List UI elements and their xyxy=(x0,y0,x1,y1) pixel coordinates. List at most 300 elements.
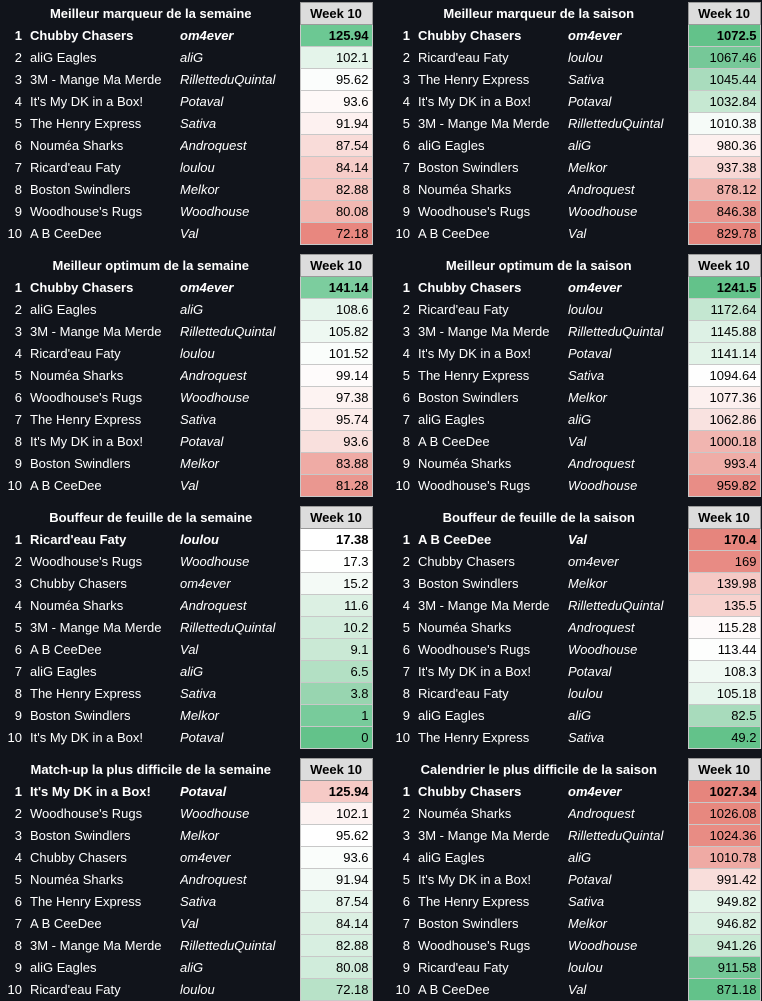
owner-name: Sativa xyxy=(180,116,217,131)
leaderboard-table xyxy=(390,2,761,245)
rank-cell: 2 xyxy=(14,302,22,317)
table-row xyxy=(390,157,760,179)
score-value: 125.94 xyxy=(300,781,372,803)
team-name: aliG Eagles xyxy=(30,302,97,317)
rank-cell: 7 xyxy=(402,664,410,679)
score-value: 937.38 xyxy=(688,157,760,179)
team-name: 3M - Mange Ma Merde xyxy=(30,72,162,87)
score-value: 87.54 xyxy=(300,891,372,913)
rank-cell: 3 xyxy=(14,324,22,339)
score-value: 91.94 xyxy=(300,869,372,891)
owner-name: Woodhouse xyxy=(180,554,250,569)
owner-name: Woodhouse xyxy=(568,204,638,219)
rank-cell: 7 xyxy=(14,664,22,679)
owner-name: Androquest xyxy=(568,456,635,471)
score-value: 1045.44 xyxy=(688,69,760,91)
owner-name: Potaval xyxy=(568,872,612,887)
week-column-header: Week 10 xyxy=(300,255,372,277)
team-name: Nouméa Sharks xyxy=(30,872,124,887)
table-row xyxy=(390,913,760,935)
score-value: 911.58 xyxy=(688,957,760,979)
owner-name: loulou xyxy=(180,982,215,997)
owner-name: aliG xyxy=(568,412,592,427)
team-name: Ricard'eau Faty xyxy=(418,50,509,65)
table-row xyxy=(390,825,760,847)
owner-name: Val xyxy=(568,532,588,547)
rank-cell: 6 xyxy=(14,138,22,153)
team-name: Nouméa Sharks xyxy=(30,138,124,153)
rank-cell: 5 xyxy=(402,620,410,635)
score-value: 101.52 xyxy=(300,343,372,365)
team-name: The Henry Express xyxy=(418,368,530,383)
table-row xyxy=(2,683,372,705)
owner-name: Val xyxy=(180,226,199,241)
rank-cell: 10 xyxy=(395,982,410,997)
owner-name: Androquest xyxy=(180,598,247,613)
rank-cell: 7 xyxy=(402,412,410,427)
team-name: Chubby Chasers xyxy=(418,280,522,295)
table-header-row xyxy=(2,255,372,277)
table-row xyxy=(2,825,372,847)
table-hardest-matchup-week xyxy=(2,758,372,1001)
score-value: 82.88 xyxy=(300,179,372,201)
score-value: 6.5 xyxy=(300,661,372,683)
table-row xyxy=(2,47,372,69)
table-row xyxy=(390,869,760,891)
rank-cell: 9 xyxy=(14,708,22,723)
owner-name: Val xyxy=(180,916,199,931)
table-row xyxy=(2,365,372,387)
leaderboard-table xyxy=(2,2,373,245)
table-header-row xyxy=(2,3,372,25)
leaderboard-table xyxy=(2,758,373,1001)
week-column-header: Week 10 xyxy=(300,759,372,781)
score-value: 1077.36 xyxy=(688,387,760,409)
table-title: Meilleur optimum de la saison xyxy=(445,258,632,273)
table-row xyxy=(2,113,372,135)
team-name: Chubby Chasers xyxy=(30,850,127,865)
team-name: 3M - Mange Ma Merde xyxy=(418,116,550,131)
rank-cell: 9 xyxy=(402,960,410,975)
rank-cell: 9 xyxy=(402,456,410,471)
table-row xyxy=(390,781,760,803)
team-name: It's My DK in a Box! xyxy=(30,784,151,799)
score-value: 97.38 xyxy=(300,387,372,409)
owner-name: Val xyxy=(568,434,587,449)
score-value: 3.8 xyxy=(300,683,372,705)
owner-name: Androquest xyxy=(568,806,635,821)
table-row xyxy=(390,299,760,321)
team-name: Woodhouse's Rugs xyxy=(418,204,531,219)
rank-cell: 6 xyxy=(14,642,22,657)
rank-cell: 6 xyxy=(402,138,410,153)
team-name: Nouméa Sharks xyxy=(30,368,124,383)
team-name: It's My DK in a Box! xyxy=(30,730,144,745)
rank-cell: 6 xyxy=(402,390,410,405)
score-value: 980.36 xyxy=(688,135,760,157)
rank-cell: 8 xyxy=(14,182,22,197)
rank-cell: 1 xyxy=(402,784,410,799)
score-value: 84.14 xyxy=(300,913,372,935)
score-value: 49.2 xyxy=(688,727,760,749)
score-value: 141.14 xyxy=(300,277,372,299)
owner-name: RilletteduQuintal xyxy=(568,116,664,131)
team-name: Boston Swindlers xyxy=(30,456,131,471)
table-header-row xyxy=(390,759,760,781)
team-name: A B CeeDee xyxy=(418,532,492,547)
table-row xyxy=(390,277,760,299)
score-value: 1172.64 xyxy=(688,299,760,321)
leaderboard-table xyxy=(390,758,761,1001)
owner-name: aliG xyxy=(180,664,204,679)
rank-cell: 8 xyxy=(402,182,410,197)
owner-name: Sativa xyxy=(568,72,605,87)
owner-name: Androquest xyxy=(568,182,635,197)
team-name: Chubby Chasers xyxy=(418,554,515,569)
rank-cell: 5 xyxy=(14,116,22,131)
rank-cell: 8 xyxy=(402,434,410,449)
table-row xyxy=(2,573,372,595)
team-name: Woodhouse's Rugs xyxy=(30,204,143,219)
table-row xyxy=(2,91,372,113)
owner-name: Sativa xyxy=(180,686,217,701)
table-title: Calendrier le plus difficile de la saison xyxy=(420,762,657,777)
team-name: Chubby Chasers xyxy=(418,784,522,799)
owner-name: RilletteduQuintal xyxy=(568,828,664,843)
table-header-row xyxy=(2,759,372,781)
rank-cell: 4 xyxy=(402,346,410,361)
team-name: A B CeeDee xyxy=(418,982,490,997)
table-row xyxy=(390,639,760,661)
owner-name: om4ever xyxy=(180,28,234,43)
table-row xyxy=(390,529,760,551)
team-name: aliG Eagles xyxy=(418,412,485,427)
team-name: 3M - Mange Ma Merde xyxy=(418,324,550,339)
table-row xyxy=(2,387,372,409)
table-row xyxy=(390,223,760,245)
score-value: 1000.18 xyxy=(688,431,760,453)
table-row xyxy=(2,529,372,551)
table-row xyxy=(2,727,372,749)
team-name: Chubby Chasers xyxy=(30,280,134,295)
table-title: Meilleur marqueur de la saison xyxy=(443,6,635,21)
table-row xyxy=(2,409,372,431)
score-value: 1067.46 xyxy=(688,47,760,69)
rank-cell: 1 xyxy=(402,280,410,295)
table-header-row xyxy=(2,507,372,529)
team-name: The Henry Express xyxy=(418,72,530,87)
table-row xyxy=(390,661,760,683)
team-name: It's My DK in a Box! xyxy=(30,434,144,449)
team-name: The Henry Express xyxy=(30,894,142,909)
score-value: 1145.88 xyxy=(688,321,760,343)
table-row xyxy=(2,979,372,1001)
owner-name: aliG xyxy=(568,138,592,153)
owner-name: Woodhouse xyxy=(180,390,250,405)
team-name: A B CeeDee xyxy=(30,642,102,657)
score-value: 871.18 xyxy=(688,979,760,1001)
table-row xyxy=(2,343,372,365)
table-row xyxy=(2,781,372,803)
owner-name: Val xyxy=(568,226,587,241)
owner-name: Woodhouse xyxy=(568,642,638,657)
table-row xyxy=(2,25,372,47)
score-value: 10.2 xyxy=(300,617,372,639)
rank-cell: 7 xyxy=(14,160,22,175)
score-value: 93.6 xyxy=(300,431,372,453)
owner-name: RilletteduQuintal xyxy=(180,72,276,87)
rank-cell: 10 xyxy=(7,478,22,493)
rank-cell: 8 xyxy=(402,686,410,701)
rank-cell: 9 xyxy=(14,960,22,975)
table-row xyxy=(2,277,372,299)
owner-name: Melkor xyxy=(180,182,220,197)
rank-cell: 9 xyxy=(14,456,22,471)
score-value: 82.5 xyxy=(688,705,760,727)
rank-cell: 6 xyxy=(402,894,410,909)
table-row xyxy=(2,705,372,727)
team-name: Boston Swindlers xyxy=(30,708,131,723)
score-value: 1072.5 xyxy=(688,25,760,47)
team-name: aliG Eagles xyxy=(30,50,97,65)
table-row xyxy=(390,705,760,727)
owner-name: aliG xyxy=(568,708,592,723)
score-value: 95.62 xyxy=(300,825,372,847)
team-name: A B CeeDee xyxy=(30,916,102,931)
table-header-row xyxy=(390,3,760,25)
table-row xyxy=(390,201,760,223)
rank-cell: 1 xyxy=(14,28,22,43)
score-value: 80.08 xyxy=(300,201,372,223)
owner-name: loulou xyxy=(568,50,603,65)
team-name: Boston Swindlers xyxy=(418,916,519,931)
week-column-header: Week 10 xyxy=(688,759,760,781)
owner-name: RilletteduQuintal xyxy=(180,620,276,635)
table-row xyxy=(390,803,760,825)
team-name: A B CeeDee xyxy=(418,226,490,241)
table-row xyxy=(2,135,372,157)
rank-cell: 5 xyxy=(14,872,22,887)
score-value: 1141.14 xyxy=(688,343,760,365)
rank-cell: 3 xyxy=(14,576,22,591)
owner-name: Potaval xyxy=(180,94,224,109)
table-row xyxy=(390,935,760,957)
table-row xyxy=(2,935,372,957)
score-value: 946.82 xyxy=(688,913,760,935)
team-name: 3M - Mange Ma Merde xyxy=(30,324,162,339)
score-value: 95.62 xyxy=(300,69,372,91)
rank-cell: 5 xyxy=(14,620,22,635)
owner-name: om4ever xyxy=(180,576,231,591)
score-value: 125.94 xyxy=(300,25,372,47)
table-row xyxy=(390,475,760,497)
week-column-header: Week 10 xyxy=(300,507,372,529)
owner-name: Melkor xyxy=(568,390,608,405)
team-name: Ricard'eau Faty xyxy=(30,982,121,997)
team-name: Nouméa Sharks xyxy=(418,456,512,471)
rank-cell: 4 xyxy=(402,850,410,865)
score-value: 135.5 xyxy=(688,595,760,617)
rank-cell: 1 xyxy=(14,532,22,547)
team-name: Woodhouse's Rugs xyxy=(418,478,531,493)
team-name: Ricard'eau Faty xyxy=(418,302,509,317)
rank-cell: 2 xyxy=(402,806,410,821)
team-name: The Henry Express xyxy=(30,686,142,701)
score-value: 91.94 xyxy=(300,113,372,135)
score-value: 15.2 xyxy=(300,573,372,595)
week-column-header: Week 10 xyxy=(300,3,372,25)
rank-cell: 6 xyxy=(402,642,410,657)
team-name: Boston Swindlers xyxy=(418,576,519,591)
owner-name: aliG xyxy=(180,302,204,317)
score-value: 87.54 xyxy=(300,135,372,157)
rank-cell: 4 xyxy=(402,94,410,109)
table-row xyxy=(390,573,760,595)
score-value: 878.12 xyxy=(688,179,760,201)
team-name: Boston Swindlers xyxy=(30,182,131,197)
owner-name: aliG xyxy=(180,50,204,65)
owner-name: Val xyxy=(568,982,587,997)
table-row xyxy=(2,157,372,179)
team-name: Chubby Chasers xyxy=(418,28,522,43)
team-name: Ricard'eau Faty xyxy=(418,960,509,975)
team-name: A B CeeDee xyxy=(30,478,102,493)
score-value: 829.78 xyxy=(688,223,760,245)
rank-cell: 6 xyxy=(14,894,22,909)
owner-name: loulou xyxy=(180,160,215,175)
table-row xyxy=(390,113,760,135)
score-value: 95.74 xyxy=(300,409,372,431)
score-value: 113.44 xyxy=(688,639,760,661)
owner-name: loulou xyxy=(568,686,603,701)
owner-name: Potaval xyxy=(568,94,612,109)
team-name: Ricard'eau Faty xyxy=(30,532,127,547)
owner-name: Melkor xyxy=(568,576,608,591)
table-title: Match-up la plus difficile de la semaine xyxy=(30,762,272,777)
owner-name: om4ever xyxy=(568,28,622,43)
table-best-optimum-week xyxy=(2,254,372,497)
team-name: 3M - Mange Ma Merde xyxy=(418,828,550,843)
rank-cell: 3 xyxy=(402,828,410,843)
table-row xyxy=(2,431,372,453)
score-value: 941.26 xyxy=(688,935,760,957)
team-name: A B CeeDee xyxy=(418,434,490,449)
rank-cell: 2 xyxy=(402,554,410,569)
score-value: 1010.38 xyxy=(688,113,760,135)
rank-cell: 1 xyxy=(14,784,22,799)
rank-cell: 10 xyxy=(7,226,22,241)
rank-cell: 10 xyxy=(395,226,410,241)
week-column-header: Week 10 xyxy=(688,507,760,529)
table-row xyxy=(390,387,760,409)
owner-name: RilletteduQuintal xyxy=(568,598,664,613)
score-value: 993.4 xyxy=(688,453,760,475)
team-name: aliG Eagles xyxy=(30,960,97,975)
rank-cell: 10 xyxy=(395,730,410,745)
owner-name: Potaval xyxy=(568,346,612,361)
owner-name: om4ever xyxy=(568,784,622,799)
score-value: 72.18 xyxy=(300,979,372,1001)
table-row xyxy=(390,551,760,573)
score-value: 72.18 xyxy=(300,223,372,245)
owner-name: loulou xyxy=(568,302,603,317)
rank-cell: 10 xyxy=(7,730,22,745)
team-name: It's My DK in a Box! xyxy=(418,872,532,887)
owner-name: RilletteduQuintal xyxy=(180,324,276,339)
owner-name: Potaval xyxy=(568,664,612,679)
table-row xyxy=(390,135,760,157)
score-value: 115.28 xyxy=(688,617,760,639)
team-name: 3M - Mange Ma Merde xyxy=(30,938,162,953)
table-hardest-schedule-season xyxy=(390,758,760,1001)
team-name: The Henry Express xyxy=(418,894,530,909)
score-value: 102.1 xyxy=(300,47,372,69)
rank-cell: 7 xyxy=(402,916,410,931)
rank-cell: 5 xyxy=(402,368,410,383)
table-row xyxy=(390,847,760,869)
rank-cell: 4 xyxy=(14,598,22,613)
table-row xyxy=(390,617,760,639)
owner-name: Woodhouse xyxy=(180,204,250,219)
team-name: Boston Swindlers xyxy=(418,390,519,405)
team-name: The Henry Express xyxy=(30,116,142,131)
rank-cell: 4 xyxy=(14,346,22,361)
owner-name: Melkor xyxy=(180,708,220,723)
team-name: Woodhouse's Rugs xyxy=(418,938,531,953)
team-name: aliG Eagles xyxy=(30,664,97,679)
table-row xyxy=(390,69,760,91)
rank-cell: 2 xyxy=(14,50,22,65)
score-value: 959.82 xyxy=(688,475,760,497)
table-title: Meilleur optimum de la semaine xyxy=(52,258,250,273)
table-row xyxy=(390,409,760,431)
team-name: The Henry Express xyxy=(30,412,142,427)
owner-name: om4ever xyxy=(180,850,231,865)
rank-cell: 3 xyxy=(402,72,410,87)
week-column-header: Week 10 xyxy=(688,255,760,277)
team-name: Nouméa Sharks xyxy=(418,806,512,821)
team-name: Woodhouse's Rugs xyxy=(30,554,143,569)
owner-name: Androquest xyxy=(180,138,247,153)
team-name: Boston Swindlers xyxy=(418,160,519,175)
owner-name: Woodhouse xyxy=(568,938,638,953)
rank-cell: 10 xyxy=(395,478,410,493)
owner-name: Melkor xyxy=(568,160,608,175)
rank-cell: 7 xyxy=(14,412,22,427)
owner-name: Val xyxy=(180,642,199,657)
team-name: The Henry Express xyxy=(418,730,530,745)
table-title: Bouffeur de feuille de la saison xyxy=(442,510,635,525)
score-value: 0 xyxy=(300,727,372,749)
rank-cell: 7 xyxy=(14,916,22,931)
score-value: 846.38 xyxy=(688,201,760,223)
score-value: 1241.5 xyxy=(688,277,760,299)
score-value: 105.82 xyxy=(300,321,372,343)
owner-name: Potaval xyxy=(180,434,224,449)
table-row xyxy=(390,957,760,979)
team-name: It's My DK in a Box! xyxy=(30,94,144,109)
team-name: aliG Eagles xyxy=(418,138,485,153)
score-value: 169 xyxy=(688,551,760,573)
table-header-row xyxy=(390,507,760,529)
table-row xyxy=(390,47,760,69)
leaderboard-table xyxy=(390,254,761,497)
table-row xyxy=(2,475,372,497)
score-value: 1024.36 xyxy=(688,825,760,847)
owner-name: Potaval xyxy=(180,730,224,745)
table-bench-points-week xyxy=(2,506,372,749)
rank-cell: 2 xyxy=(402,50,410,65)
